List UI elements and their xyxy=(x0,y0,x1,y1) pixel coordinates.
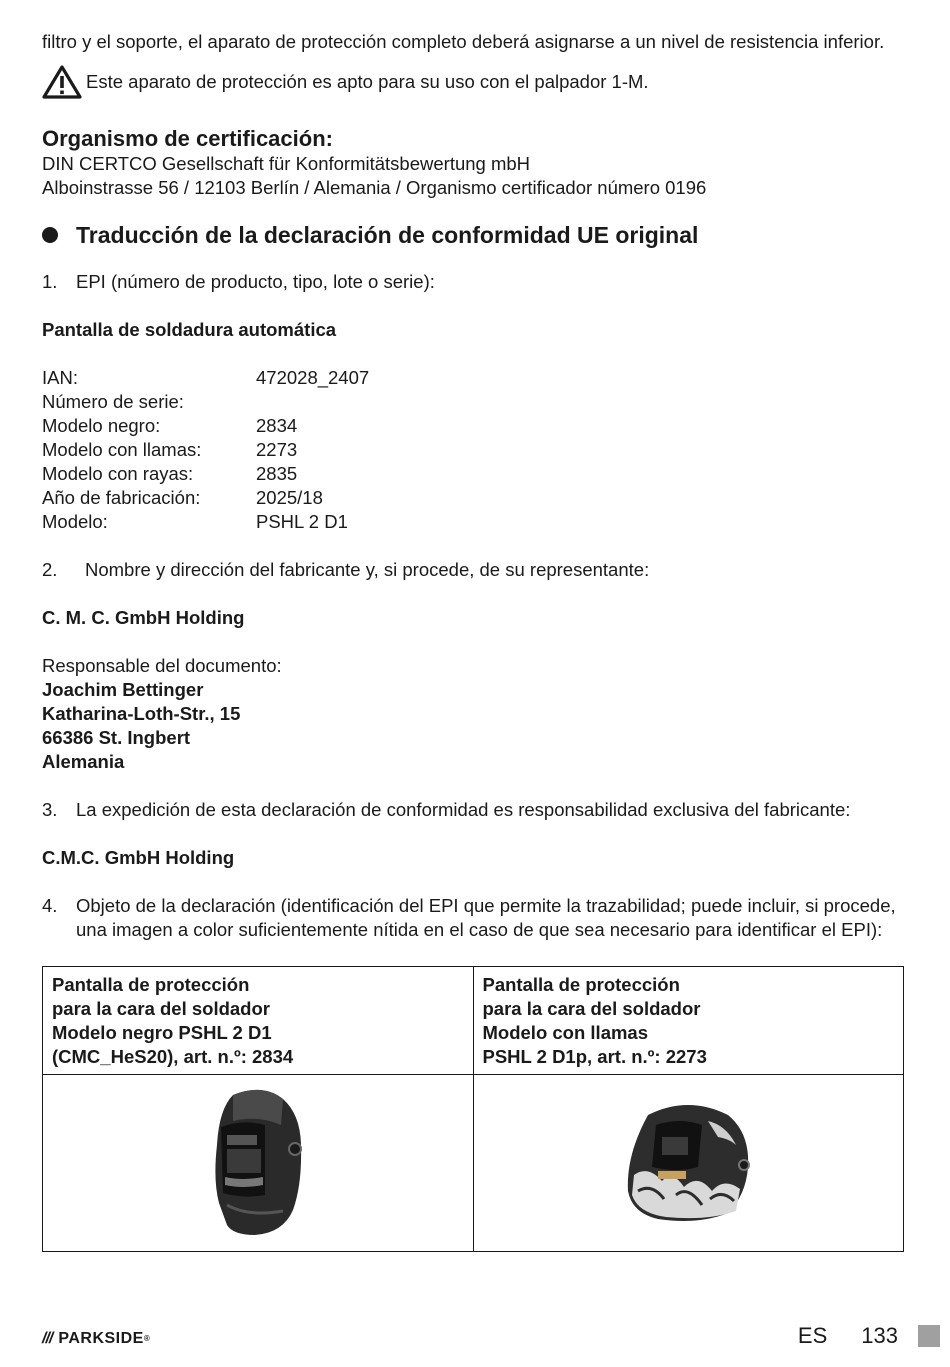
spec-value xyxy=(256,390,369,414)
product-header-line: Pantalla de protección xyxy=(482,974,680,995)
bullet-icon xyxy=(42,227,58,243)
item-text: Objeto de la declaración (identificación del EPI que permite la trazabilidad; puede incluir, si procede, una imagen a color suficientemente nítida en el caso de que sea necesario para identificar el EPI): xyxy=(76,895,896,940)
spec-value: 2834 xyxy=(256,415,298,436)
declaration-item-1 xyxy=(42,270,907,294)
product-header-line: (CMC_HeS20), art. n.º: 2834 xyxy=(52,1046,294,1067)
certification-line-2: Alboinstrasse 56 / 12103 Berlín / Alemania / Organismo certificador número 0196 xyxy=(42,177,707,198)
manufacturer-name-short: C.M.C. GmbH Holding xyxy=(42,847,235,868)
responsible-label: Responsable del documento: xyxy=(42,655,282,676)
welding-helmet-flames-image xyxy=(618,1095,758,1225)
document-page xyxy=(42,30,907,1252)
product-header-black xyxy=(43,967,474,1075)
spec-value: 2835 xyxy=(256,463,298,484)
spec-label: Modelo con rayas: xyxy=(42,463,194,484)
spec-value: PSHL 2 D1 xyxy=(256,511,348,532)
item-number: 2. xyxy=(42,559,58,580)
product-image-cell xyxy=(43,1075,474,1252)
address-city: 66386 St. Ingbert xyxy=(42,727,191,748)
item-number: 3. xyxy=(42,799,58,820)
declaration-heading xyxy=(42,220,907,250)
address-country: Alemania xyxy=(42,751,125,772)
spec-value: 2025/18 xyxy=(256,487,323,508)
product-table xyxy=(42,966,904,1252)
product-header-line: para la cara del soldador xyxy=(482,998,701,1019)
item-number: 1. xyxy=(42,271,58,292)
product-image-row xyxy=(43,1075,904,1252)
product-image-cell xyxy=(473,1075,904,1252)
spec-value: 2273 xyxy=(256,439,298,460)
manufacturer-name: C. M. C. GmbH Holding xyxy=(42,607,245,628)
spec-label: Modelo: xyxy=(42,511,108,532)
spec-row xyxy=(42,510,369,534)
declaration-item-2 xyxy=(42,558,907,582)
declaration-title: Traducción de la declaración de conformidad UE original xyxy=(76,222,699,248)
spec-label: Modelo con llamas: xyxy=(42,439,202,460)
responsible-name: Joachim Bettinger xyxy=(42,679,204,700)
logo-slashes-icon: /// xyxy=(42,1330,53,1347)
spec-row xyxy=(42,366,369,390)
certification-line-1: DIN CERTCO Gesellschaft für Konformitätsbewertung mbH xyxy=(42,153,531,174)
address-street: Katharina-Loth-Str., 15 xyxy=(42,703,241,724)
spec-row xyxy=(42,486,369,510)
spec-row xyxy=(42,462,369,486)
declaration-item-3 xyxy=(42,798,907,822)
declaration-item-4 xyxy=(42,894,907,942)
spec-table xyxy=(42,366,369,534)
warning-note xyxy=(42,64,907,100)
product-header-flames xyxy=(473,967,904,1075)
page-number: 133 xyxy=(861,1323,898,1348)
parkside-logo: /// PARKSIDE ® xyxy=(42,1327,150,1351)
item-text: EPI (número de producto, tipo, lote o serie): xyxy=(76,271,435,292)
spec-row xyxy=(42,390,369,414)
welding-helmet-black-image xyxy=(203,1085,313,1235)
page-footer xyxy=(798,1324,940,1348)
product-header-line: para la cara del soldador xyxy=(52,998,270,1019)
spec-label: Número de serie: xyxy=(42,391,184,412)
product-header-line: Modelo con llamas xyxy=(482,1022,649,1043)
product-name: Pantalla de soldadura automática xyxy=(42,319,337,340)
brand-name: PARKSIDE xyxy=(58,1330,144,1347)
product-header-row xyxy=(43,967,904,1075)
product-header-line: PSHL 2 D1p, art. n.º: 2273 xyxy=(482,1046,707,1067)
item-number: 4. xyxy=(42,895,58,916)
page-marker-square xyxy=(918,1325,940,1347)
item-text: Nombre y dirección del fabricante y, si procede, de su representante: xyxy=(85,559,650,580)
spec-label: IAN: xyxy=(42,367,78,388)
language-code: ES xyxy=(797,1323,828,1348)
spec-row xyxy=(42,438,369,462)
warning-text: Este aparato de protección es apto para su uso con el palpador 1-M. xyxy=(86,71,649,92)
certification-title: Organismo de certificación: xyxy=(42,126,333,151)
spec-row xyxy=(42,414,369,438)
spec-value: 472028_2407 xyxy=(256,367,370,388)
warning-triangle-icon xyxy=(42,64,82,100)
spec-label: Modelo negro: xyxy=(42,415,161,436)
item-text: La expedición de esta declaración de conformidad es responsabilidad exclusiva del fabricante: xyxy=(76,799,851,820)
spec-label: Año de fabricación: xyxy=(42,487,201,508)
intro-paragraph: filtro y el soporte, el aparato de protección completo deberá asignarse a un nivel de resistencia inferior. xyxy=(42,31,885,52)
product-header-line: Modelo negro PSHL 2 D1 xyxy=(52,1022,272,1043)
product-header-line: Pantalla de protección xyxy=(52,974,250,995)
